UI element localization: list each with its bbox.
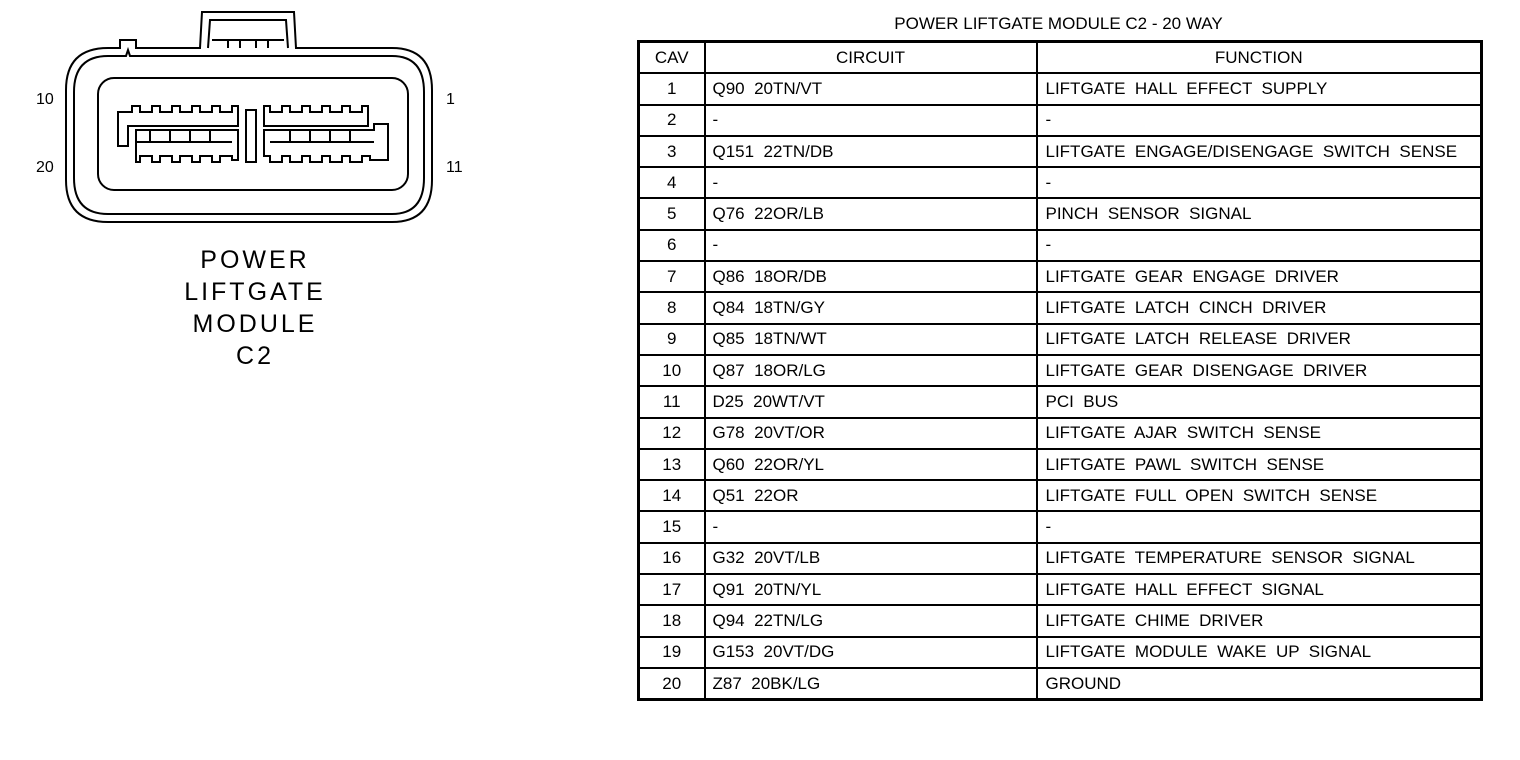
terminal-divider-left bbox=[136, 130, 232, 142]
cav-cell: 15 bbox=[639, 511, 705, 542]
circuit-cell: G32 20VT/LB bbox=[705, 543, 1037, 574]
function-cell: LIFTGATE CHIME DRIVER bbox=[1037, 605, 1482, 636]
center-key bbox=[246, 110, 256, 162]
circuit-cell: Q151 22TN/DB bbox=[705, 136, 1037, 167]
cav-cell: 10 bbox=[639, 355, 705, 386]
table-row bbox=[639, 605, 1482, 636]
table-row bbox=[639, 230, 1482, 261]
terminal-face bbox=[98, 78, 408, 190]
function-cell: LIFTGATE FULL OPEN SWITCH SENSE bbox=[1037, 480, 1482, 511]
table-row bbox=[639, 418, 1482, 449]
circuit-cell: - bbox=[705, 167, 1037, 198]
connector-title-line: POWER bbox=[200, 246, 310, 274]
table-row bbox=[639, 511, 1482, 542]
circuit-cell: - bbox=[705, 230, 1037, 261]
pinout-rows bbox=[639, 73, 1482, 699]
table-title: POWER LIFTGATE MODULE C2 - 20 WAY bbox=[894, 14, 1223, 33]
table-row bbox=[639, 355, 1482, 386]
terminal-divider-right bbox=[270, 130, 374, 142]
cav-cell: 16 bbox=[639, 543, 705, 574]
circuit-cell: G78 20VT/OR bbox=[705, 418, 1037, 449]
cav-cell: 7 bbox=[639, 261, 705, 292]
circuit-cell: Q84 18TN/GY bbox=[705, 292, 1037, 323]
cav-cell: 18 bbox=[639, 605, 705, 636]
table-row bbox=[639, 136, 1482, 167]
table-row bbox=[639, 574, 1482, 605]
function-cell: LIFTGATE GEAR ENGAGE DRIVER bbox=[1037, 261, 1482, 292]
cav-cell: 12 bbox=[639, 418, 705, 449]
connector-title bbox=[150, 244, 360, 372]
cav-cell: 19 bbox=[639, 637, 705, 668]
circuit-cell: D25 20WT/VT bbox=[705, 386, 1037, 417]
table-row bbox=[639, 167, 1482, 198]
function-cell: GROUND bbox=[1037, 668, 1482, 700]
table-row bbox=[639, 292, 1482, 323]
header-cav: CAV bbox=[639, 42, 705, 74]
circuit-cell: - bbox=[705, 511, 1037, 542]
function-cell: - bbox=[1037, 105, 1482, 136]
pinout-table bbox=[637, 40, 1483, 701]
terminal-row-upper-right bbox=[264, 106, 368, 126]
table-row bbox=[639, 324, 1482, 355]
cav-cell: 20 bbox=[639, 668, 705, 700]
function-cell: LIFTGATE AJAR SWITCH SENSE bbox=[1037, 418, 1482, 449]
table-row bbox=[639, 105, 1482, 136]
cav-cell: 8 bbox=[639, 292, 705, 323]
function-cell: LIFTGATE TEMPERATURE SENSOR SIGNAL bbox=[1037, 543, 1482, 574]
pin-label-10: 10 bbox=[36, 91, 54, 108]
circuit-cell: G153 20VT/DG bbox=[705, 637, 1037, 668]
circuit-cell: Q85 18TN/WT bbox=[705, 324, 1037, 355]
table-row bbox=[639, 198, 1482, 229]
function-cell: LIFTGATE ENGAGE/DISENGAGE SWITCH SENSE bbox=[1037, 136, 1482, 167]
cav-cell: 6 bbox=[639, 230, 705, 261]
circuit-cell: Z87 20BK/LG bbox=[705, 668, 1037, 700]
connector-title-line: LIFTGATE bbox=[184, 278, 326, 306]
cav-cell: 17 bbox=[639, 574, 705, 605]
connector-title-line: C2 bbox=[236, 342, 274, 370]
function-cell: PINCH SENSOR SIGNAL bbox=[1037, 198, 1482, 229]
circuit-cell: Q76 22OR/LB bbox=[705, 198, 1037, 229]
circuit-cell: Q60 22OR/YL bbox=[705, 449, 1037, 480]
function-cell: LIFTGATE PAWL SWITCH SENSE bbox=[1037, 449, 1482, 480]
function-cell: LIFTGATE HALL EFFECT SIGNAL bbox=[1037, 574, 1482, 605]
function-cell: - bbox=[1037, 511, 1482, 542]
function-cell: - bbox=[1037, 230, 1482, 261]
function-cell: - bbox=[1037, 167, 1482, 198]
function-cell: LIFTGATE LATCH CINCH DRIVER bbox=[1037, 292, 1482, 323]
cav-cell: 2 bbox=[639, 105, 705, 136]
function-cell: PCI BUS bbox=[1037, 386, 1482, 417]
circuit-cell: Q87 18OR/LG bbox=[705, 355, 1037, 386]
table-header-row bbox=[639, 42, 1482, 74]
circuit-cell: Q51 22OR bbox=[705, 480, 1037, 511]
function-cell: LIFTGATE HALL EFFECT SUPPLY bbox=[1037, 73, 1482, 104]
cav-cell: 9 bbox=[639, 324, 705, 355]
circuit-cell: Q90 20TN/VT bbox=[705, 73, 1037, 104]
circuit-cell: Q94 22TN/LG bbox=[705, 605, 1037, 636]
table-row bbox=[639, 668, 1482, 700]
table-row bbox=[639, 73, 1482, 104]
cav-cell: 5 bbox=[639, 198, 705, 229]
cav-cell: 11 bbox=[639, 386, 705, 417]
table-row bbox=[639, 637, 1482, 668]
header-circuit: CIRCUIT bbox=[705, 42, 1037, 74]
connector-drawing bbox=[0, 0, 600, 240]
table-row bbox=[639, 261, 1482, 292]
table-row bbox=[639, 480, 1482, 511]
circuit-cell: Q86 18OR/DB bbox=[705, 261, 1037, 292]
function-cell: LIFTGATE MODULE WAKE UP SIGNAL bbox=[1037, 637, 1482, 668]
connector-title-line: MODULE bbox=[192, 310, 318, 338]
cav-cell: 1 bbox=[639, 73, 705, 104]
function-cell: LIFTGATE LATCH RELEASE DRIVER bbox=[1037, 324, 1482, 355]
table-row bbox=[639, 386, 1482, 417]
pin-label-1: 1 bbox=[446, 91, 455, 108]
header-function: FUNCTION bbox=[1037, 42, 1482, 74]
lock-ribs bbox=[212, 40, 284, 48]
locking-tab bbox=[208, 20, 288, 48]
function-cell: LIFTGATE GEAR DISENGAGE DRIVER bbox=[1037, 355, 1482, 386]
cav-cell: 14 bbox=[639, 480, 705, 511]
pin-label-20: 20 bbox=[36, 159, 54, 176]
circuit-cell: Q91 20TN/YL bbox=[705, 574, 1037, 605]
cav-cell: 13 bbox=[639, 449, 705, 480]
pin-label-11: 11 bbox=[446, 159, 463, 176]
table-row bbox=[639, 543, 1482, 574]
terminal-row-lower-left bbox=[136, 130, 238, 162]
table-row bbox=[639, 449, 1482, 480]
circuit-cell: - bbox=[705, 105, 1037, 136]
cav-cell: 4 bbox=[639, 167, 705, 198]
cav-cell: 3 bbox=[639, 136, 705, 167]
